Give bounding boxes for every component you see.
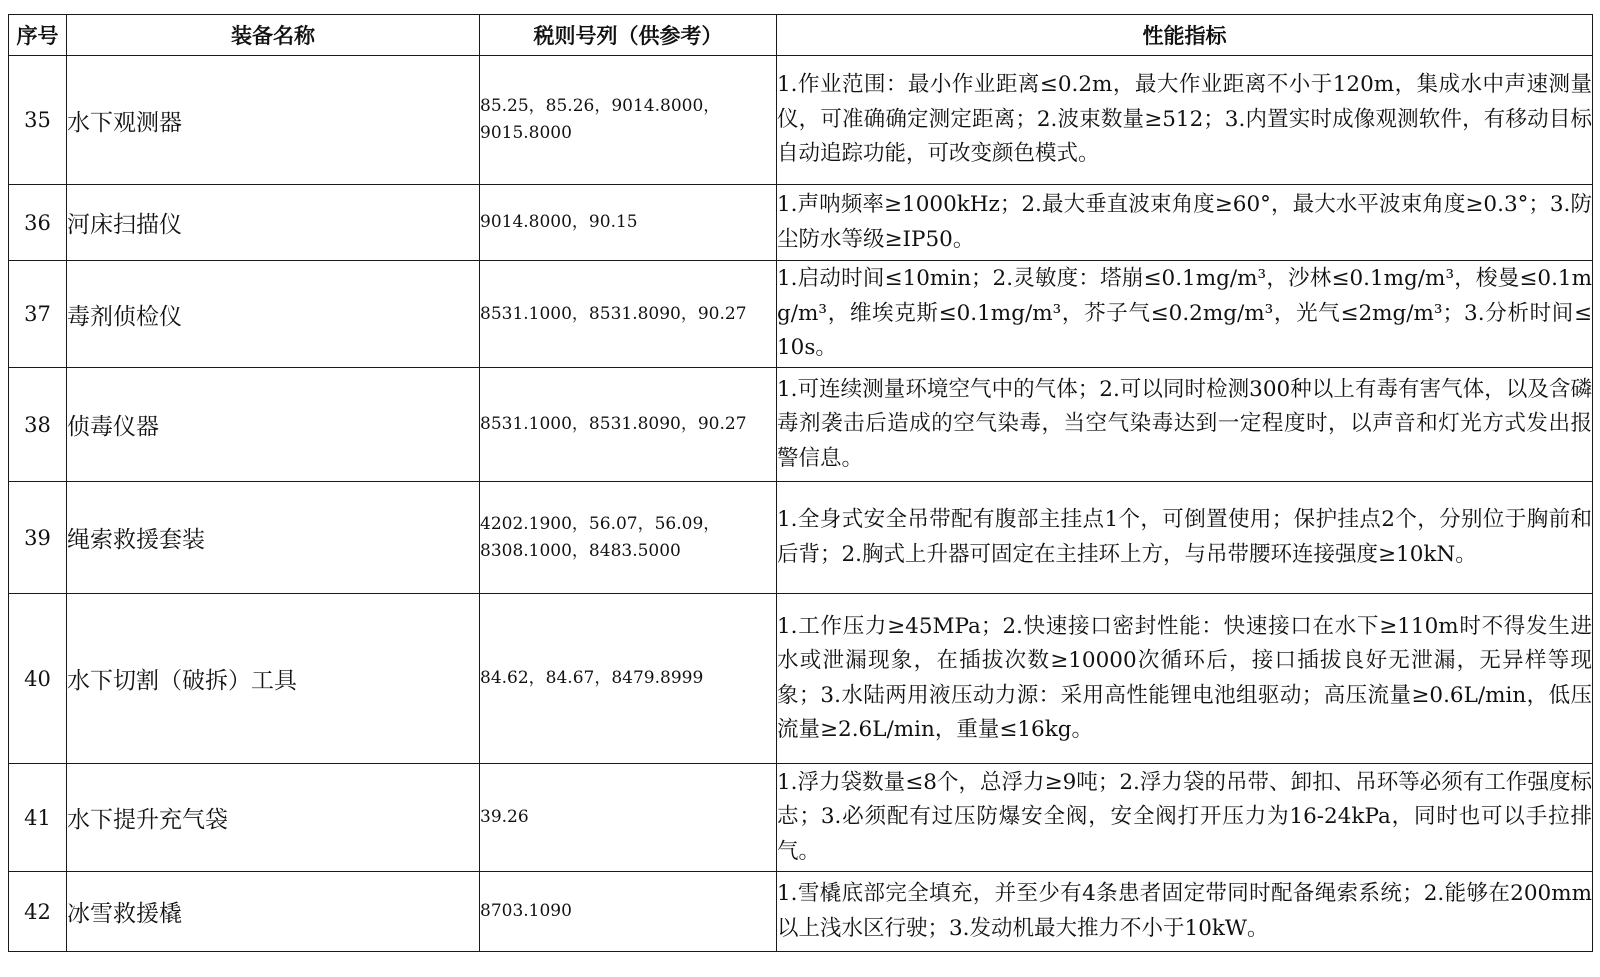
row-performance: 1.全身式安全吊带配有腹部主挂点1个，可倒置使用；保护挂点2个，分别位于胸前和后背；2.胸式上升器可固定在主挂环上方，与吊带腰环连接强度≥10kN。 xyxy=(777,482,1593,594)
header-perf: 性能指标 xyxy=(777,15,1593,56)
equipment-spec-table xyxy=(8,14,1593,952)
row-tariff-code: 4202.1900，56.07，56.09，8308.1000，8483.5000 xyxy=(480,482,777,594)
row-num: 35 xyxy=(9,56,67,185)
row-equipment-name: 冰雪救援橇 xyxy=(67,872,480,952)
row-num: 41 xyxy=(9,764,67,872)
header-num: 序号 xyxy=(9,15,67,56)
row-tariff-code: 85.25，85.26，9014.8000，9015.8000 xyxy=(480,56,777,185)
row-performance: 1.作业范围：最小作业距离≤0.2m，最大作业距离不小于120m，集成水中声速测量仪，可准确确定测定距离；2.波束数量≥512；3.内置实时成像观测软件，有移动目标自动追踪功能，可改变颜色模式。 xyxy=(777,56,1593,185)
row-tariff-code: 8703.1090 xyxy=(480,872,777,952)
row-num: 39 xyxy=(9,482,67,594)
row-tariff-code: 8531.1000，8531.8090，90.27 xyxy=(480,261,777,368)
row-tariff-code: 39.26 xyxy=(480,764,777,872)
table-row xyxy=(9,261,1593,368)
row-num: 37 xyxy=(9,261,67,368)
row-tariff-code: 9014.8000，90.15 xyxy=(480,185,777,261)
row-equipment-name: 水下观测器 xyxy=(67,56,480,185)
row-performance: 1.可连续测量环境空气中的气体；2.可以同时检测300种以上有毒有害气体，以及含磷毒剂袭击后造成的空气染毒，当空气染毒达到一定程度时，以声音和灯光方式发出报警信息。 xyxy=(777,368,1593,482)
row-equipment-name: 水下切割（破拆）工具 xyxy=(67,594,480,764)
row-equipment-name: 毒剂侦检仪 xyxy=(67,261,480,368)
row-num: 42 xyxy=(9,872,67,952)
row-equipment-name: 绳索救援套装 xyxy=(67,482,480,594)
table-row xyxy=(9,368,1593,482)
table-header-row xyxy=(9,15,1593,56)
row-performance: 1.声呐频率≥1000kHz；2.最大垂直波束角度≥60°，最大水平波束角度≥0.3°；3.防尘防水等级≥IP50。 xyxy=(777,185,1593,261)
table-row xyxy=(9,185,1593,261)
table-row xyxy=(9,872,1593,952)
row-num: 36 xyxy=(9,185,67,261)
table-row xyxy=(9,482,1593,594)
row-equipment-name: 河床扫描仪 xyxy=(67,185,480,261)
row-performance: 1.启动时间≤10min；2.灵敏度：塔崩≤0.1mg/m³，沙林≤0.1mg/m³，梭曼≤0.1mg/m³，维埃克斯≤0.1mg/m³，芥子气≤0.2mg/m³，光气≤2mg/m³；3.分析时间≤10s。 xyxy=(777,261,1593,368)
row-tariff-code: 8531.1000，8531.8090，90.27 xyxy=(480,368,777,482)
header-name: 装备名称 xyxy=(67,15,480,56)
row-equipment-name: 侦毒仪器 xyxy=(67,368,480,482)
table-row xyxy=(9,764,1593,872)
row-performance: 1.雪橇底部完全填充，并至少有4条患者固定带同时配备绳索系统；2.能够在200mm以上浅水区行驶；3.发动机最大推力不小于10kW。 xyxy=(777,872,1593,952)
row-equipment-name: 水下提升充气袋 xyxy=(67,764,480,872)
table-row xyxy=(9,56,1593,185)
header-code: 税则号列（供参考） xyxy=(480,15,777,56)
table-row xyxy=(9,594,1593,764)
row-performance: 1.工作压力≥45MPa；2.快速接口密封性能：快速接口在水下≥110m时不得发生进水或泄漏现象，在插拔次数≥10000次循环后，接口插拔良好无泄漏，无异样等现象；3.水陆两用液压动力源：采用高性能锂电池组驱动；高压流量≥0.6L/min，低压流量≥2.6L/min，重量≤16kg。 xyxy=(777,594,1593,764)
row-tariff-code: 84.62，84.67，8479.8999 xyxy=(480,594,777,764)
row-num: 38 xyxy=(9,368,67,482)
row-num: 40 xyxy=(9,594,67,764)
row-performance: 1.浮力袋数量≤8个，总浮力≥9吨；2.浮力袋的吊带、卸扣、吊环等必须有工作强度标志；3.必须配有过压防爆安全阀，安全阀打开压力为16-24kPa，同时也可以手拉排气。 xyxy=(777,764,1593,872)
